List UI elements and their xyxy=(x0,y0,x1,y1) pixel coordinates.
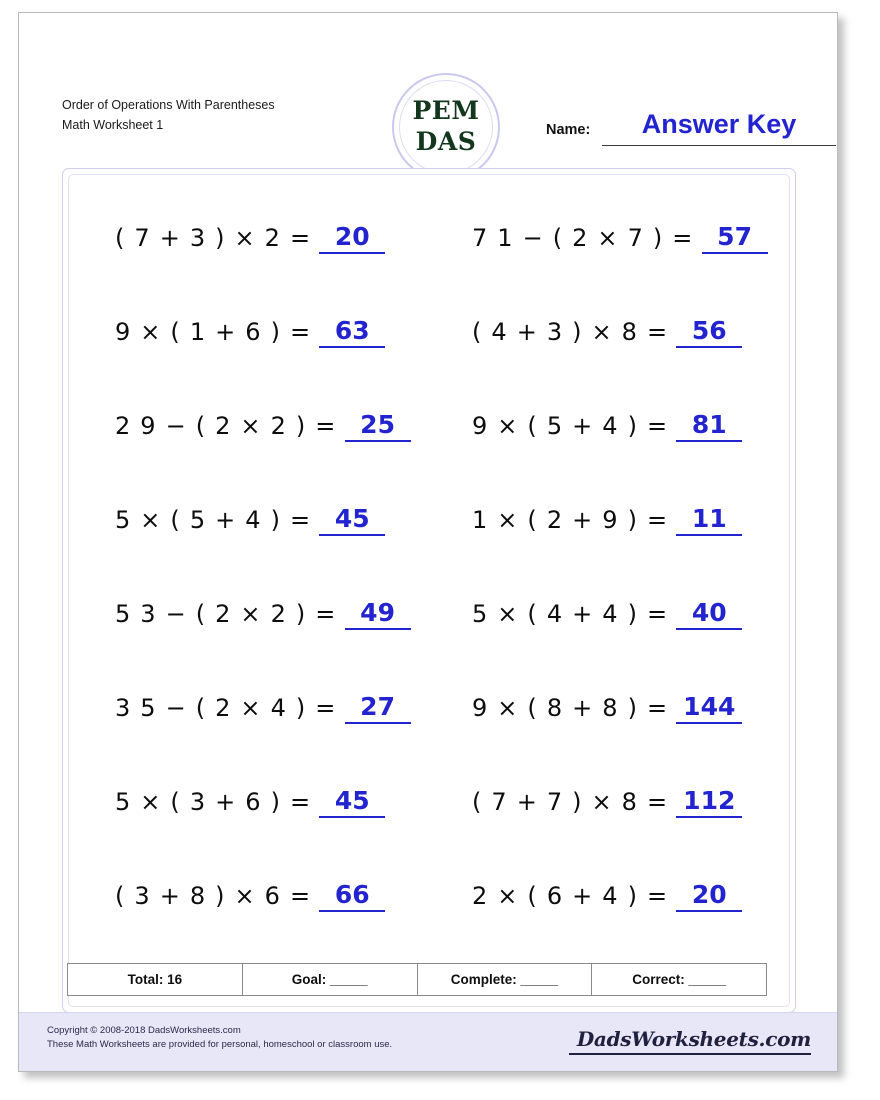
score-cell-correct[interactable]: Correct: _____ xyxy=(632,972,727,987)
problem-expression: ( 3 + 8 ) × 6 = xyxy=(115,882,312,910)
problem-expression: 9 × ( 8 + 8 ) = xyxy=(472,694,669,722)
problem-item xyxy=(430,473,783,567)
name-field[interactable] xyxy=(602,109,836,146)
problem-answer[interactable]: 20 xyxy=(319,222,385,254)
copyright-text xyxy=(47,1024,392,1052)
problem-item xyxy=(77,473,430,567)
problem-expression: 7 1 − ( 2 × 7 ) = xyxy=(472,224,694,252)
problem-expression: 5 3 − ( 2 × 2 ) = xyxy=(115,600,337,628)
problem-item xyxy=(430,567,783,661)
problem-expression: 9 × ( 1 + 6 ) = xyxy=(115,318,312,346)
problem-item xyxy=(77,755,430,849)
name-value: Answer Key xyxy=(641,109,797,139)
problem-answer[interactable]: 66 xyxy=(319,880,385,912)
problem-answer[interactable]: 45 xyxy=(319,504,385,536)
copyright-line-1: Copyright © 2008-2018 DadsWorksheets.com xyxy=(47,1025,241,1036)
problem-item xyxy=(430,191,783,285)
problem-item xyxy=(77,849,430,943)
problem-expression: 5 × ( 4 + 4 ) = xyxy=(472,600,669,628)
problem-expression: ( 7 + 3 ) × 2 = xyxy=(115,224,312,252)
worksheet-header xyxy=(19,13,837,163)
copyright-line-2: These Math Worksheets are provided for personal, homeschool or classroom use. xyxy=(47,1039,393,1050)
pemdas-badge-icon xyxy=(392,73,500,181)
score-cell-complete[interactable]: Complete: _____ xyxy=(418,964,593,995)
problem-answer[interactable]: 112 xyxy=(676,786,742,818)
name-label: Name: xyxy=(546,122,591,138)
problem-expression: 2 9 − ( 2 × 2 ) = xyxy=(115,412,337,440)
problem-answer[interactable]: 25 xyxy=(345,410,411,442)
problem-item xyxy=(430,755,783,849)
problem-expression: 1 × ( 2 + 9 ) = xyxy=(472,506,669,534)
problem-expression: 5 × ( 3 + 6 ) = xyxy=(115,788,312,816)
problem-item xyxy=(77,379,430,473)
worksheet-subtitle: Math Worksheet 1 xyxy=(62,118,164,132)
worksheet-info xyxy=(62,95,275,135)
problem-answer[interactable]: 144 xyxy=(676,692,742,724)
problem-answer[interactable]: 57 xyxy=(702,222,768,254)
problem-answer[interactable]: 63 xyxy=(319,316,385,348)
score-cell-total: Total: 16 xyxy=(68,964,243,995)
problem-answer[interactable]: 49 xyxy=(345,598,411,630)
problem-item xyxy=(77,567,430,661)
problem-answer[interactable]: 81 xyxy=(676,410,742,442)
problem-answer[interactable]: 40 xyxy=(676,598,742,630)
brand-underline xyxy=(569,1053,811,1055)
name-row xyxy=(546,109,836,153)
problem-item xyxy=(430,285,783,379)
pemdas-badge-text xyxy=(394,95,498,157)
problem-item xyxy=(430,379,783,473)
problem-answer[interactable]: 11 xyxy=(676,504,742,536)
problem-answer[interactable]: 20 xyxy=(676,880,742,912)
score-table xyxy=(67,963,767,996)
problem-expression: ( 4 + 3 ) × 8 = xyxy=(472,318,669,346)
problem-answer[interactable]: 27 xyxy=(345,692,411,724)
worksheet-page xyxy=(18,12,838,1072)
score-cell-goal[interactable]: Goal: _____ xyxy=(243,964,418,995)
problem-item xyxy=(430,849,783,943)
brand-logo: DadsWorksheets.com xyxy=(576,1027,811,1051)
problem-answer[interactable]: 56 xyxy=(676,316,742,348)
problem-expression: 9 × ( 5 + 4 ) = xyxy=(472,412,669,440)
problem-item xyxy=(430,661,783,755)
problem-answer[interactable]: 45 xyxy=(319,786,385,818)
problem-item xyxy=(77,661,430,755)
problems-frame xyxy=(62,168,796,1013)
problem-item xyxy=(77,285,430,379)
problem-expression: 5 × ( 5 + 4 ) = xyxy=(115,506,312,534)
pemdas-line-1: PEM xyxy=(412,96,480,125)
problem-expression: 2 × ( 6 + 4 ) = xyxy=(472,882,669,910)
problem-item xyxy=(77,191,430,285)
problem-expression: ( 7 + 7 ) × 8 = xyxy=(472,788,669,816)
worksheet-footer xyxy=(19,1012,837,1071)
problems-grid xyxy=(77,191,783,943)
worksheet-title: Order of Operations With Parentheses xyxy=(62,98,275,112)
pemdas-line-2: DAS xyxy=(415,127,477,156)
problem-expression: 3 5 − ( 2 × 4 ) = xyxy=(115,694,337,722)
